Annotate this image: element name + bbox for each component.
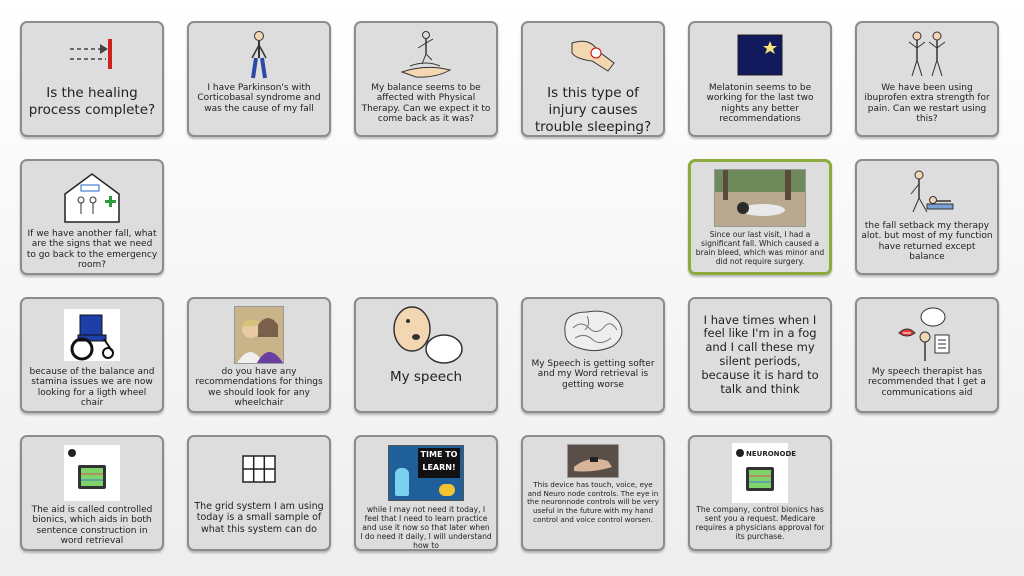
tile-label: Since our last visit, I had a significant fall. Which caused a brain bleed, which was minor and did not require surgery.: [695, 230, 825, 267]
tile-device-controls[interactable]: [521, 435, 665, 551]
tile-label: This device has touch, voice, eye and Neuro node controls. The eye in the neuronnode controls will be very useful in the future with my hand control and voice control worsen.: [527, 480, 659, 524]
tile-my-speech[interactable]: [354, 297, 498, 413]
tile-medicare-approval[interactable]: [688, 435, 832, 551]
hand-sensor-photo: [523, 443, 663, 479]
tile-label: The company, control bionics has sent you a request. Medicare requires a physicians approval for its purchase.: [695, 505, 825, 542]
tile-label: My Speech is getting softer and my Word retrieval is getting worse: [531, 359, 655, 390]
grid-icon: [189, 443, 329, 495]
speech-therapist-icon: [857, 305, 997, 365]
tile-label: the fall setback my therapy alot. but most of my function have returned except balance: [861, 221, 993, 263]
tile-ibuprofen[interactable]: [855, 21, 999, 137]
tile-healing-complete[interactable]: [20, 21, 164, 137]
tile-label: The grid system I am using today is a small sample of what this system can do: [194, 501, 324, 535]
tile-label: I have Parkinson's with Corticobasal syndrome and was the cause of my fall: [197, 83, 321, 114]
tile-communications-aid[interactable]: [855, 297, 999, 413]
tile-label: I have times when I feel like I'm in a fog and I call these my silent periods, because it is hard to talk and think: [701, 312, 819, 396]
moon-star-icon: [690, 29, 830, 81]
injured-knee-icon: [523, 29, 663, 81]
balance-hand-icon: [356, 29, 496, 81]
finish-line-icon: [22, 29, 162, 81]
tile-wheelchair-recommendations[interactable]: [187, 297, 331, 413]
tile-label: Melatonin seems to be working for the last two nights any better recommendations: [706, 83, 814, 125]
tile-silent-periods[interactable]: [688, 297, 832, 413]
neuronode-device-photo: [22, 443, 162, 503]
tile-wheelchair-search[interactable]: [20, 297, 164, 413]
tile-label: My speech: [389, 369, 463, 385]
two-women-photo: [189, 305, 329, 365]
tile-label: Is the healing process complete?: [28, 85, 156, 118]
tile-label: My balance seems to be affected with Physical Therapy. Can we expect it to come back as it was?: [361, 83, 491, 125]
tile-label: while I may not need it today, I feel that I need to learn practice and use it now so that later when I do need it daily, I will understand how to: [360, 505, 492, 551]
tile-label: do you have any recommendations for things we should look for any wheelchair: [195, 367, 323, 409]
two-people-pain-icon: [857, 29, 997, 81]
neuronode-device-photo: [690, 443, 830, 503]
person-standing-icon: [189, 29, 329, 81]
tile-label: The aid is called controlled bionics, which aids in both sentence construction in word retrieval: [31, 505, 153, 547]
tile-significant-fall[interactable]: [688, 159, 832, 275]
hospital-icon: [22, 167, 162, 227]
tile-learn-practice[interactable]: [354, 435, 498, 551]
tile-emergency-room[interactable]: [20, 159, 164, 275]
tile-controlled-bionics[interactable]: [20, 435, 164, 551]
brain-icon: [523, 305, 663, 357]
tile-label: because of the balance and stamina issues we are now looking for a ligth wheel chair: [29, 367, 155, 409]
tile-label: If we have another fall, what are the signs that we need to go back to the emergency room?: [26, 229, 158, 271]
neuronode-logo-text: NEURONODE: [746, 450, 797, 458]
time-to-learn-photo: [356, 443, 496, 503]
tile-speech-softer[interactable]: [521, 297, 665, 413]
tile-parkinsons[interactable]: [187, 21, 331, 137]
wheelchair-photo: [22, 305, 162, 365]
tile-label: Is this type of injury causes trouble sleeping?: [534, 85, 652, 135]
tile-melatonin[interactable]: [688, 21, 832, 137]
tile-label: We have been using ibuprofen extra strength for pain. Can we restart using this?: [864, 83, 990, 125]
fallen-person-photo: [691, 168, 829, 228]
tile-fall-setback[interactable]: [855, 159, 999, 275]
tile-balance-therapy[interactable]: [354, 21, 498, 137]
speech-face-icon: [356, 305, 496, 365]
time-to-learn-badge: TIME TO LEARN!: [418, 448, 460, 478]
tile-trouble-sleeping[interactable]: [521, 21, 665, 137]
tile-label: My speech therapist has recommended that I get a communications aid: [868, 367, 986, 398]
therapy-exercise-icon: [857, 167, 997, 219]
tile-grid-system[interactable]: [187, 435, 331, 551]
